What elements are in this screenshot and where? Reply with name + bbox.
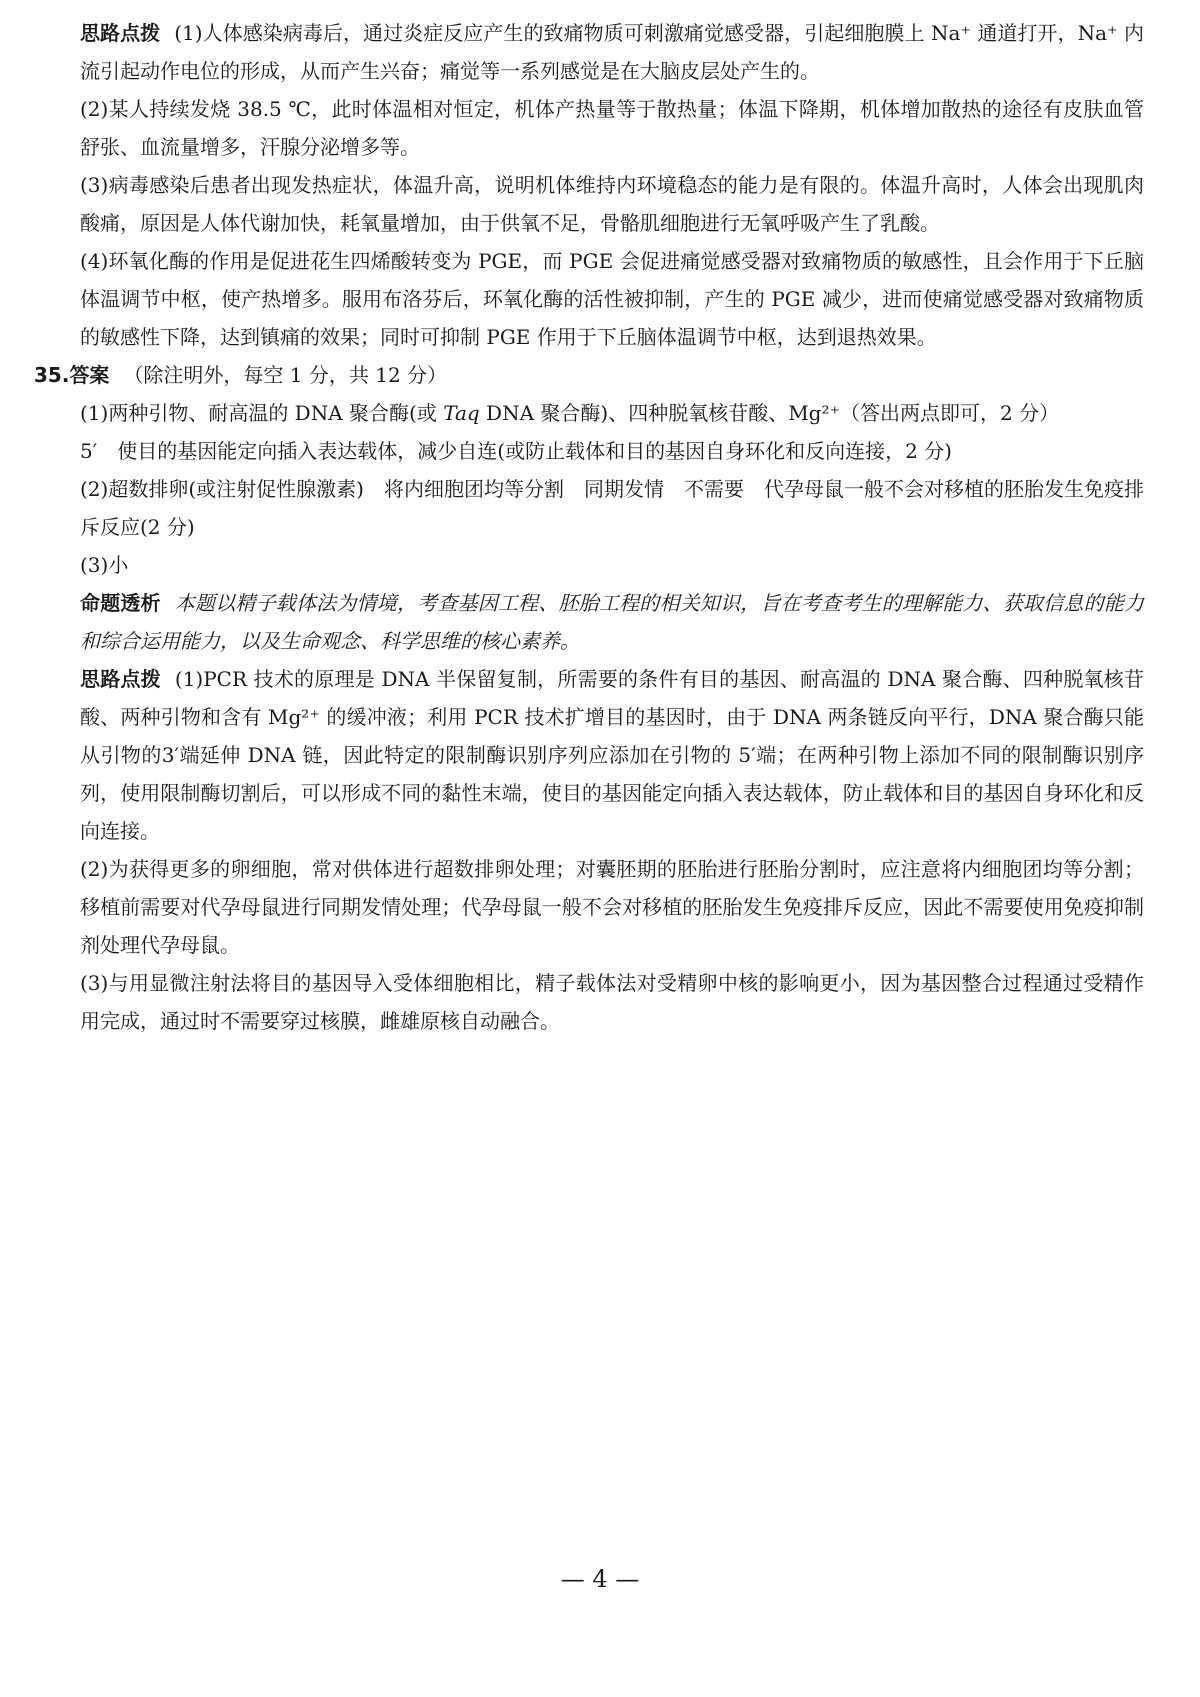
- page-content: [34, 14, 1145, 1040]
- analysis-label: 思路点拨: [80, 667, 161, 691]
- page-number: — 4 —: [560, 1565, 640, 1593]
- q34-analysis-p4: (4)环氧化酶的作用是促进花生四烯酸转变为 PGE，而 PGE 会促进痛觉感受器对致痛物质的敏感性，且会作用于下丘脑体温调节中枢，使产热增多。服用布洛芬后，环氧化酶的活性被抑制，产生的 PGE 减少，进而使痛觉感受器对致痛物质的敏感性下降，达到镇痛的效果；同时可抑制 PGE 作用于下丘脑体温调节中枢，达到退热效果。: [80, 249, 1144, 349]
- answer-label: 答案: [69, 363, 110, 387]
- q35-analysis-1: [80, 660, 1144, 850]
- q35-answer-1: [80, 394, 1144, 432]
- q35-answer-header: [34, 356, 1144, 394]
- taq-term: Taq: [443, 401, 480, 425]
- answer-note: （除注明外，每空 1 分，共 12 分）: [123, 363, 448, 387]
- q35-intent: [80, 584, 1144, 660]
- intent-label: 命题透析: [80, 591, 161, 615]
- paragraph-text: (1)人体感染病毒后，通过炎症反应产生的致痛物质可刺激痛觉感受器，引起细胞膜上 Na⁺ 通道打开，Na⁺ 内流引起动作电位的形成，从而产生兴奋；痛觉等一系列感觉是在大脑皮层处产生的。: [80, 21, 1144, 83]
- intent-text: 本题以精子载体法为情境，考查基因工程、胚胎工程的相关知识，旨在考查考生的理解能力、获取信息的能力和综合运用能力，以及生命观念、科学思维的核心素养。: [80, 591, 1145, 653]
- q34-analysis-p2: (2)某人持续发烧 38.5 ℃，此时体温相对恒定，机体产热量等于散热量；体温下降期，机体增加散热的途径有皮肤血管舒张、血流量增多，汗腺分泌增多等。: [80, 97, 1144, 159]
- answer-1-text: (1)两种引物、耐高温的 DNA 聚合酶(或: [80, 401, 444, 425]
- q35-analysis-3: (3)与用显微注射法将目的基因导入受体细胞相比，精子载体法对受精卵中核的影响更小，因为基因整合过程通过受精作用完成，通过时不需要穿过核膜，雌雄原核自动融合。: [80, 971, 1144, 1033]
- q35-answer-2: (2)超数排卵(或注射促性腺激素) 将内细胞团均等分割 同期发情 不需要 代孕母鼠一般不会对移植的胚胎发生免疫排斥反应(2 分): [80, 477, 1144, 539]
- q35-answer-1-line2: 5′ 使目的基因能定向插入表达载体，减少自连(或防止载体和目的基因自身环化和反向连接，2 分): [80, 439, 952, 463]
- answer-1-text-end: DNA 聚合酶)、四种脱氧核苷酸、Mg²⁺（答出两点即可，2 分）: [479, 401, 1060, 425]
- q35-analysis-2: (2)为获得更多的卵细胞，常对供体进行超数排卵处理；对囊胚期的胚胎进行胚胎分割时，应注意将内细胞团均等分割；移植前需要对代孕母鼠进行同期发情处理；代孕母鼠一般不会对移植的胚胎发生免疫排斥反应，因此不需要使用免疫抑制剂处理代孕母鼠。: [80, 857, 1144, 957]
- q34-analysis-p3: (3)病毒感染后患者出现发热症状，体温升高，说明机体维持内环境稳态的能力是有限的。体温升高时，人体会出现肌肉酸痛，原因是人体代谢加快，耗氧量增加，由于供氧不足，骨骼肌细胞进行无氧呼吸产生了乳酸。: [80, 173, 1144, 235]
- section-label: 思路点拨: [80, 21, 161, 45]
- q35-answer-3: (3)小: [80, 553, 129, 577]
- question-number: 35.: [34, 363, 70, 387]
- q34-analysis-p1: [80, 14, 1144, 90]
- analysis-1-text: (1)PCR 技术的原理是 DNA 半保留复制，所需要的条件有目的基因、耐高温的 DNA 聚合酶、四种脱氧核苷酸、两种引物和含有 Mg²⁺ 的缓冲液；利用 PCR 技术扩增目的基因时，由于 DNA 两条链反向平行，DNA 聚合酶只能从引物的3′端延伸 DNA 链，因此特定的限制酶识别序列应添加在引物的 5′端；在两种引物上添加不同的限制酶识别序列，使用限制酶切割后，可以形成不同的黏性末端，使目的基因能定向插入表达载体，防止载体和目的基因自身环化和反向连接。: [80, 667, 1144, 843]
